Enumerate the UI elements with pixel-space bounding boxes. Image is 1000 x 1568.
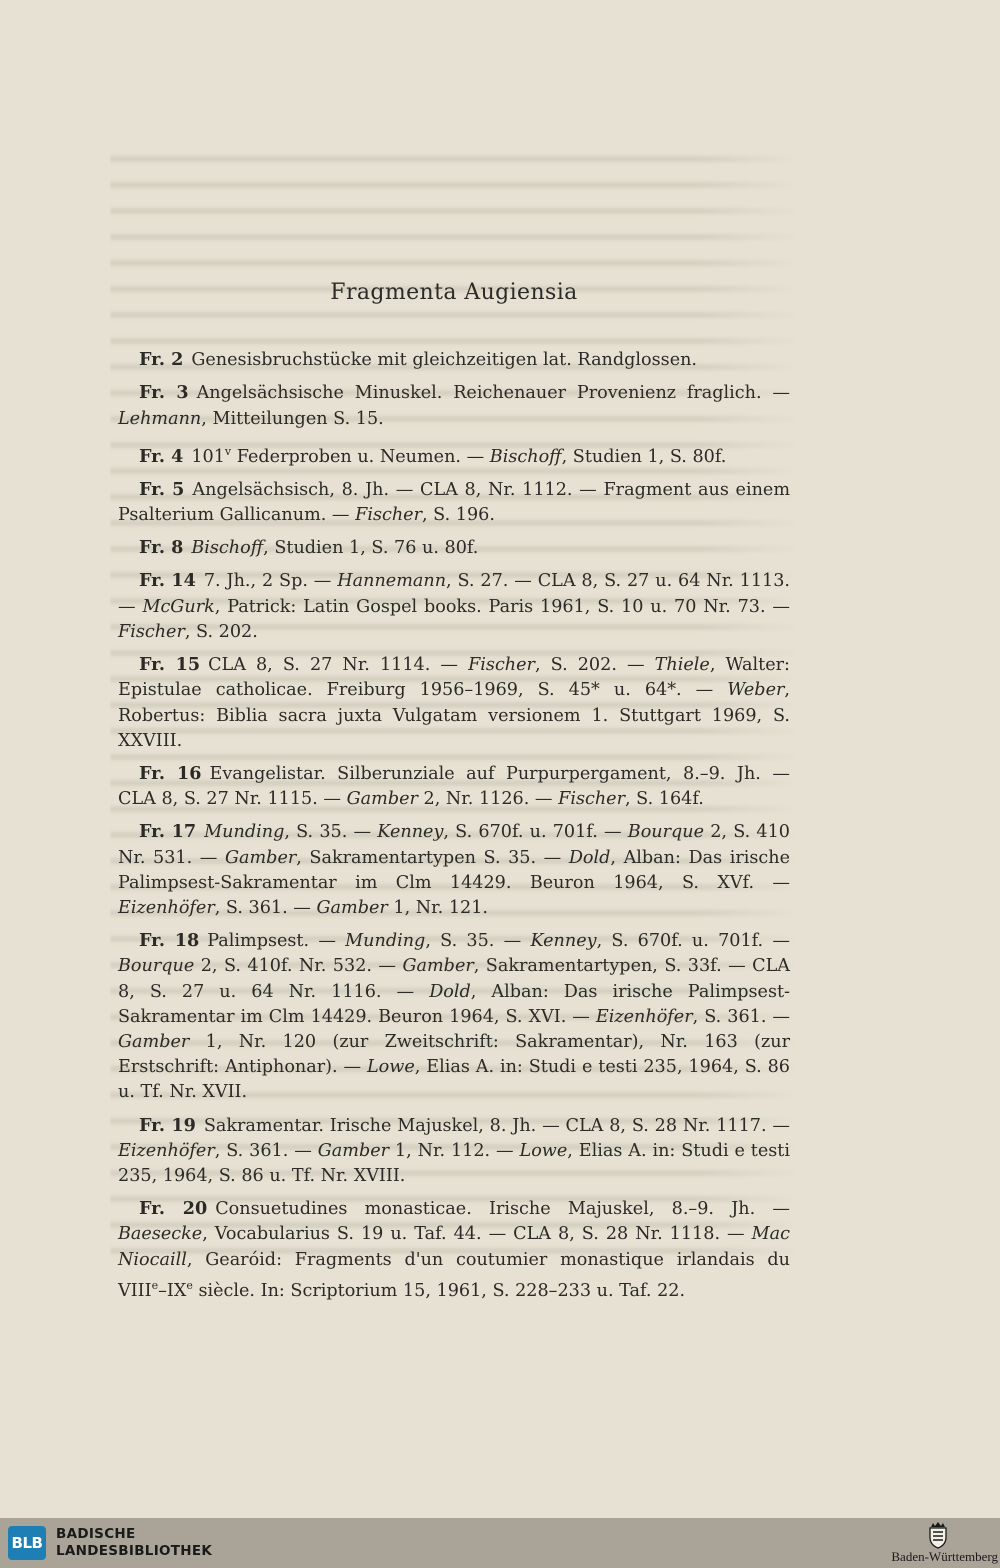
author-name: Fischer [558, 789, 625, 810]
entry-text: 1, Nr. 120 (zur Zweitschrift: Sakramentar), Nr. 163 (zur Erstschrift: Antiphonar). — [118, 1031, 790, 1078]
entry-text: 101 [191, 446, 225, 467]
entry-text: , S. 361. — [214, 897, 317, 918]
fragment-label: Fr. 5 [139, 478, 185, 500]
entry-text: , S. 35. — [284, 822, 378, 843]
entry-text: , Walter: Epistulae catholicae. Freiburg 1956–1969, S. 45* u. 64*. — [118, 655, 790, 701]
author-name: Kenney [377, 822, 444, 843]
author-name: Eizenhöfer [118, 897, 215, 918]
page-title: Fragmenta Augiensia [330, 280, 578, 305]
entry-text: 7. Jh., 2 Sp. — [203, 571, 338, 592]
author-name: Dold [429, 981, 471, 1002]
fragment-label: Fr. 3 [139, 382, 189, 404]
fragment-entry [118, 535, 790, 561]
author-name: Bischoff [489, 446, 562, 467]
author-name: Dold [568, 847, 611, 868]
author-name: Fischer [355, 505, 422, 526]
entry-text: , Alban: Das irische Palimpsest-Sakramentar im Clm 14429. Beuron 1964, S. XVI. — [118, 981, 790, 1027]
entry-text: , Elias A. in: Studi e testi 235, 1964, S. 86 u. Tf. Nr. XVIII. [118, 1140, 791, 1186]
entry-text: 1, Nr. 112. — [389, 1140, 520, 1161]
entry-text: , S. 196. [422, 505, 495, 526]
entry-text: , Sakramentartypen, S. 33f. — CLA 8, S. 27 u. 64 Nr. 1116. — [118, 956, 790, 1002]
entry-text: , S. 202. — [534, 655, 655, 676]
author-name: Gamber [316, 897, 388, 918]
fragment-label: Fr. 16 [139, 762, 202, 784]
author-name: Lehmann [118, 408, 202, 429]
fragment-label: Fr. 14 [139, 570, 196, 592]
footer-bar [0, 1518, 1000, 1568]
author-name: Gamber [402, 956, 474, 977]
author-name: Bischoff [191, 538, 264, 559]
author-name: Gamber [317, 1140, 390, 1161]
fragment-label: Fr. 20 [139, 1198, 208, 1220]
author-name: Weber [727, 680, 785, 701]
fragment-entry [118, 568, 790, 645]
fragment-entry [118, 477, 790, 528]
entry-text: , Sakramentartypen S. 35. — [296, 847, 569, 868]
entry-text: , Gearóid: Fragments d'un coutumier monastique irlandais du VIII [118, 1249, 790, 1301]
state-name: Baden-Württemberg [891, 1549, 998, 1564]
fragment-label: Fr. 17 [139, 821, 197, 843]
author-name: McGurk [142, 596, 215, 617]
fragment-entry [118, 1196, 790, 1304]
entry-text: Evangelistar. Silberunziale auf Purpurpergament, 8.–9. Jh. — CLA 8, S. 27 Nr. 1115. — [118, 763, 790, 810]
entry-text: , S. 35. — [425, 931, 531, 952]
entry-text: , Vocabularius S. 19 u. Taf. 44. — CLA 8, S. 28 Nr. 1118. — [202, 1224, 752, 1245]
fragment-entry [118, 1113, 790, 1190]
fragment-label: Fr. 2 [139, 349, 184, 371]
fragment-label: Fr. 15 [139, 654, 201, 676]
author-name: Gamber [346, 789, 418, 810]
entry-text: , Studien 1, S. 76 u. 80f. [263, 538, 479, 559]
author-name: Lowe [367, 1057, 415, 1078]
author-name: Lowe [519, 1140, 568, 1161]
fragment-entry [118, 347, 790, 373]
entry-text: , S. 670f. u. 701f. — [443, 822, 628, 843]
fragment-label: Fr. 4 [139, 445, 184, 467]
library-name-line2: LANDESBIBLIOTHEK [56, 1543, 213, 1559]
entry-text: 2, S. 410 Nr. 531. — [118, 822, 790, 868]
fragment-label: Fr. 8 [139, 537, 184, 559]
entry-text: 1, Nr. 121. [387, 897, 489, 918]
fragment-label: Fr. 18 [139, 930, 200, 952]
author-name: Baesecke [118, 1224, 203, 1245]
author-name: Eizenhöfer [595, 1006, 693, 1027]
entry-text: Genesisbruchstücke mit gleichzeitigen lat. Randglossen. [191, 350, 698, 371]
author-name: Fischer [118, 621, 185, 642]
entry-text: , Robertus: Biblia sacra juxta Vulgatam versionem 1. Stuttgart 1969, S. XXVIII. [118, 680, 790, 751]
fragment-entry [118, 439, 790, 470]
entry-text: , Studien 1, S. 80f. [561, 446, 727, 467]
entry-text: siècle. In: Scriptorium 15, 1961, S. 228–233 u. Taf. 22. [192, 1280, 686, 1301]
fragment-entry [118, 819, 790, 921]
author-name: Bourque [118, 956, 195, 977]
coat-of-arms-icon [926, 1521, 950, 1549]
superscript: e [151, 1278, 159, 1292]
entry-text: , Mitteilungen S. 15. [201, 408, 384, 429]
entry-text: , Elias A. in: Studi e testi 235, 1964, S. 86 u. Tf. Nr. XVII. [118, 1057, 790, 1103]
entry-text: –IX [158, 1280, 187, 1301]
author-name: Gamber [118, 1031, 190, 1052]
library-name-line1: BADISCHE [56, 1526, 136, 1542]
author-name: Bourque [627, 822, 705, 843]
entry-text: Palimpsest. — [207, 931, 346, 952]
superscript: e [186, 1278, 193, 1292]
blb-logo-icon[interactable]: BLB [8, 1526, 46, 1560]
author-name: Gamber [224, 847, 297, 868]
fragment-entry [118, 652, 790, 754]
entry-text: Consuetudines monasticae. Irische Majuskel, 8.–9. Jh. — [215, 1199, 790, 1220]
fragment-list [118, 347, 790, 1304]
entry-text: , S. 361. — [214, 1140, 318, 1161]
entry-text: CLA 8, S. 27 Nr. 1114. — [208, 655, 469, 676]
author-name: Kenney [530, 931, 597, 952]
author-name: Fischer [468, 655, 535, 676]
library-name[interactable] [56, 1526, 212, 1560]
entry-text: Angelsächsisch, 8. Jh. — CLA 8, Nr. 1112. — Fragment aus einem Psalterium Gallicanum. — [118, 479, 791, 526]
entry-text: , S. 202. [184, 621, 258, 642]
entry-text: , S. 361. — [692, 1006, 791, 1027]
fragment-entry [118, 928, 790, 1105]
author-name: Munding [345, 931, 426, 952]
author-name: Hannemann [337, 571, 447, 592]
entry-text: , S. 164f. [625, 789, 704, 810]
entry-text: , S. 670f. u. 701f. — [596, 931, 790, 952]
entry-text: , Alban: Das irische Palimpsest-Sakramentar im Clm 14429. Beuron 1964, S. XVf. — [118, 847, 790, 893]
author-name: Eizenhöfer [118, 1140, 215, 1161]
entry-text: , Patrick: Latin Gospel books. Paris 1961, S. 10 u. 70 Nr. 73. — [214, 596, 790, 617]
entry-text: Sakramentar. Irische Majuskel, 8. Jh. — CLA 8, S. 28 Nr. 1117. — [203, 1115, 790, 1136]
superscript: v [224, 444, 232, 458]
entry-text: 2, S. 410f. Nr. 532. — [194, 956, 403, 977]
entry-text: Federproben u. Neumen. — [231, 446, 490, 467]
entry-text: , S. 27. — CLA 8, S. 27 u. 64 Nr. 1113. — [118, 571, 791, 617]
page-content [118, 280, 790, 1311]
fragment-entry [118, 380, 790, 431]
author-name: Mac Niocaill [118, 1224, 790, 1270]
fragment-entry [118, 761, 790, 812]
entry-text: 2, Nr. 1126. — [417, 789, 559, 810]
author-name: Thiele [654, 655, 710, 676]
author-name: Munding [204, 822, 285, 843]
fragment-label: Fr. 19 [139, 1114, 196, 1136]
entry-text: Angelsächsische Minuskel. Reichenauer Provenienz fraglich. — [196, 383, 791, 404]
